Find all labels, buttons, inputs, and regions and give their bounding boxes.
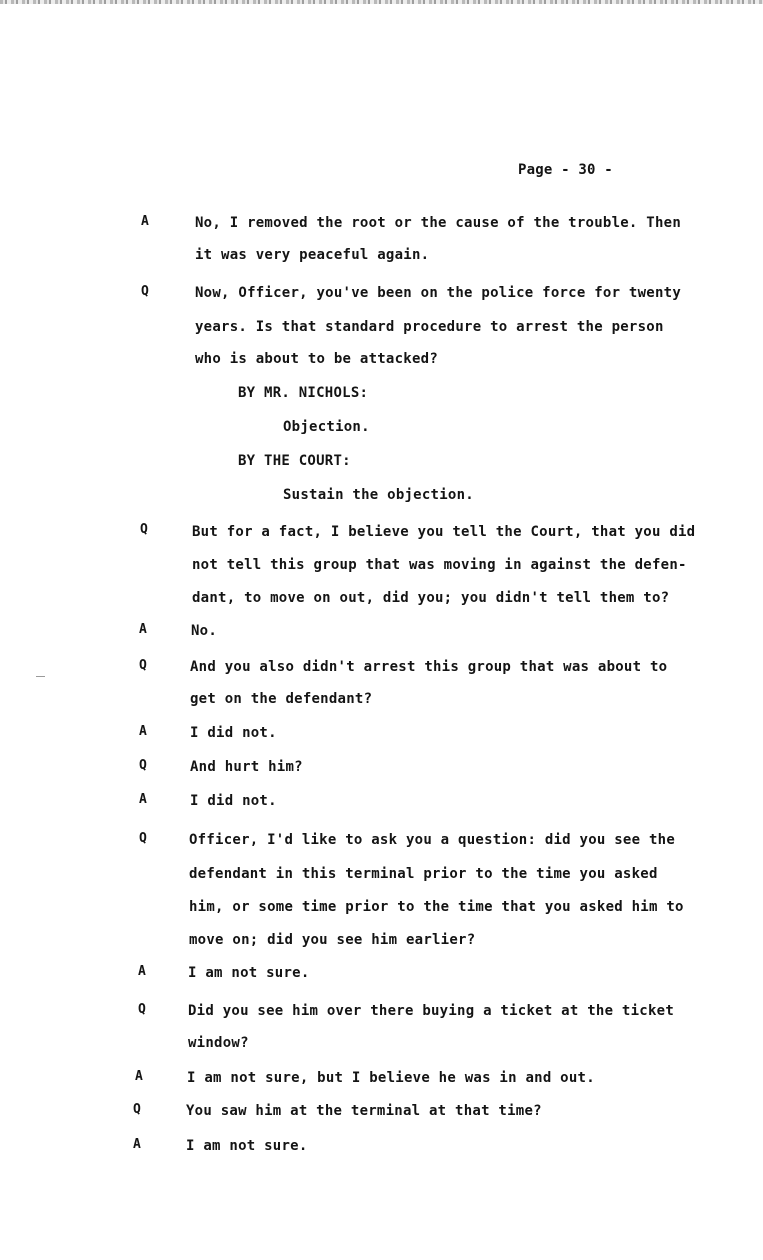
transcript-line: move on; did you see him earlier? <box>189 932 476 948</box>
speaker-label: A <box>141 214 149 229</box>
transcript-line: not tell this group that was moving in against the defen- <box>192 557 687 573</box>
transcript-line: Did you see him over there buying a ticket at the ticket <box>188 1003 675 1019</box>
transcript-line: him, or some time prior to the time that you asked him to <box>189 899 684 915</box>
speaker-heading: BY THE COURT: <box>238 453 351 469</box>
transcript-line: And you also didn't arrest this group that was about to <box>190 659 668 675</box>
scan-mark <box>36 676 45 677</box>
transcript-line: Officer, I'd like to ask you a question: did you see the <box>189 832 676 848</box>
speaker-label: A <box>139 792 147 807</box>
speaker-label: A <box>133 1137 141 1152</box>
transcript-line: I am not sure, but I believe he was in and out. <box>187 1070 595 1086</box>
ruling-line: Sustain the objection. <box>283 487 474 503</box>
speaker-label: Q <box>133 1102 141 1117</box>
speaker-heading: BY MR. NICHOLS: <box>238 385 369 401</box>
transcript-line: dant, to move on out, did you; you didn't tell them to? <box>192 590 670 606</box>
page-number: Page - 30 - <box>518 162 613 178</box>
transcript-line: I am not sure. <box>188 965 310 981</box>
speaker-label: Q <box>138 1002 146 1017</box>
transcript-line: No. <box>191 623 218 639</box>
speaker-label: A <box>139 724 147 739</box>
transcript-line: I did not. <box>190 793 277 809</box>
transcript-line: I am not sure. <box>186 1138 308 1154</box>
speaker-label: A <box>138 964 146 979</box>
transcript-line: window? <box>188 1035 249 1051</box>
transcript-line: And hurt him? <box>190 759 303 775</box>
transcript-line: You saw him at the terminal at that time? <box>186 1103 542 1119</box>
speaker-label: A <box>135 1069 143 1084</box>
transcript-line: years. Is that standard procedure to arrest the person <box>195 319 664 335</box>
transcript-line: who is about to be attacked? <box>195 351 439 367</box>
transcript-line: No, I removed the root or the cause of the trouble. Then <box>195 215 682 231</box>
transcript-line: But for a fact, I believe you tell the Court, that you did <box>192 524 696 540</box>
speaker-label: Q <box>140 522 148 537</box>
transcript-line: Now, Officer, you've been on the police force for twenty <box>195 285 682 301</box>
speaker-label: Q <box>141 284 149 299</box>
transcript-line: get on the defendant? <box>190 691 373 707</box>
transcript-line: it was very peaceful again. <box>195 247 430 263</box>
speaker-label: Q <box>139 831 147 846</box>
speaker-label: Q <box>139 758 147 773</box>
objection-line: Objection. <box>283 419 370 435</box>
speaker-label: Q <box>139 658 147 673</box>
transcript-line: defendant in this terminal prior to the time you asked <box>189 866 658 882</box>
scan-top-edge <box>0 0 763 4</box>
speaker-label: A <box>139 622 147 637</box>
transcript-line: I did not. <box>190 725 277 741</box>
